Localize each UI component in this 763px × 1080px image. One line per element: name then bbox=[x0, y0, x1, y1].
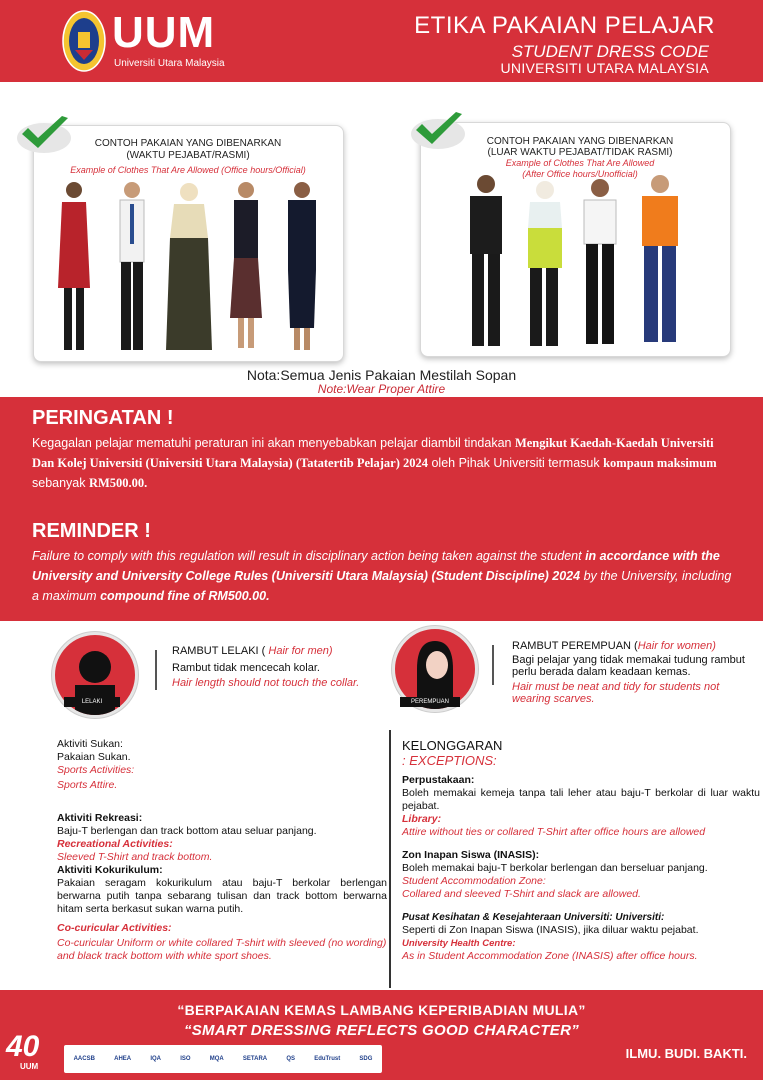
hair-women-title bbox=[512, 640, 716, 652]
library-en: Attire without ties or collared T-Shirt after office hours are allowed bbox=[402, 826, 706, 838]
note-ms: Nota:Semua Jenis Pakaian Mestilah Sopan bbox=[246, 367, 517, 383]
partner-logo: SETARA bbox=[242, 1056, 268, 1062]
activities-column bbox=[57, 738, 387, 963]
bracket-line bbox=[155, 650, 167, 690]
health-title: Pusat Kesihatan & Kesejahteraan Universiti: Universiti: bbox=[402, 912, 665, 923]
hair-men-title-ms: RAMBUT LELAKI ( bbox=[172, 645, 266, 657]
unofficial-caption-en-1: Example of Clothes That Are Allowed bbox=[505, 158, 655, 168]
sports-en: Sports Attire. bbox=[57, 779, 118, 791]
partner-logo: SDG bbox=[359, 1056, 373, 1062]
hair-women-title-ms: RAMBUT PEREMPUAN ( bbox=[512, 640, 638, 652]
hair-women-rule-ms: Bagi pelajar yang tidak memakai tudung rambut perlu berada dalam keadaan kemas. bbox=[512, 654, 745, 678]
warning-text-ms-rules: Mengikut Kaedah-Kaedah Universiti Dan Kolej Universiti (Universiti Utara Malaysia) (Tatatertib Pelajar) 2024 bbox=[32, 436, 714, 470]
page-subtitle: STUDENT DRESS CODE bbox=[511, 42, 709, 61]
partner-logo: AHEA bbox=[114, 1056, 132, 1062]
inasis-title: Zon Inapan Siswa (INASIS): bbox=[402, 849, 540, 861]
warning-text-en-rules: in accordance with the University and University College Rules (Universiti Utara Malaysia) (Student Discipline) 2024 bbox=[32, 549, 720, 583]
partner-logo: AACSB bbox=[73, 1056, 95, 1062]
hair-men-title-en: Hair for men) bbox=[268, 645, 333, 657]
sports-en-title: Sports Activities: bbox=[57, 764, 135, 776]
partner-logo: MQA bbox=[209, 1056, 224, 1062]
logo-text: UUM bbox=[112, 8, 216, 57]
partner-logo: IQA bbox=[150, 1056, 161, 1062]
library-title: Perpustakaan: bbox=[402, 774, 475, 786]
official-caption-1: CONTOH PAKAIAN YANG DIBENARKAN bbox=[94, 138, 282, 149]
sports-ms: Pakaian Sukan. bbox=[57, 751, 131, 763]
hair-men-title bbox=[172, 645, 333, 657]
official-caption-en: Example of Clothes That Are Allowed (Office hours/Official) bbox=[70, 165, 306, 175]
official-caption-2: (WAKTU PEJABAT/RASMI) bbox=[126, 150, 250, 161]
slogan-en: “SMART DRESSING REFLECTS GOOD CHARACTER” bbox=[183, 1022, 580, 1039]
column-divider bbox=[389, 730, 391, 988]
health-ms: Seperti di Zon Inapan Siswa (INASIS), jika diluar waktu pejabat. bbox=[402, 924, 699, 936]
partner-logo: EduTrust bbox=[314, 1056, 341, 1062]
warning-text-ms-compound: kompaun maksimum bbox=[603, 456, 717, 470]
partner-logo: QS bbox=[286, 1056, 295, 1062]
warning-text-en-1: Failure to comply with this regulation will result in disciplinary action being taken against the student bbox=[32, 549, 586, 563]
library-ms: Boleh memakai kemeja tanpa tali leher atau baju-T berkolar di luar waktu pejabat. bbox=[402, 787, 760, 812]
exceptions-title-ms: KELONGGARAN bbox=[402, 738, 503, 753]
logo-subtitle: Universiti Utara Malaysia bbox=[114, 58, 225, 69]
inasis-ms: Boleh memakai baju-T berkolar berlengan dan berseluar panjang. bbox=[402, 862, 708, 874]
inasis-en-title: Student Accommodation Zone: bbox=[402, 875, 546, 887]
anniversary-logo: 40 bbox=[6, 1030, 40, 1063]
hair-women-title-en: Hair for women) bbox=[637, 640, 716, 652]
bracket-line bbox=[492, 645, 504, 685]
warning-text-en bbox=[32, 546, 737, 606]
page-title: ETIKA PAKAIAN PELAJAR bbox=[414, 12, 715, 39]
rec-en: Sleeved T-Shirt and track bottom. bbox=[57, 851, 213, 863]
unofficial-attire-people-image bbox=[448, 172, 698, 352]
cocu-ms: Pakaian seragam kokurikulum atau baju-T berkolar berlengan berwarna putih tanpa sebarang tulisan dan track bottom berwarna hitam serta berkasut sukan warna putih. bbox=[57, 877, 387, 915]
health-en: As in Student Accommodation Zone (INASIS) after office hours. bbox=[402, 950, 698, 962]
motto: ILMU. BUDI. BAKTI. bbox=[625, 1046, 747, 1061]
library-en-title: Library: bbox=[402, 813, 442, 825]
anniversary-sub: UUM bbox=[20, 1062, 39, 1071]
note-en: Note:Wear Proper Attire bbox=[317, 382, 446, 396]
exceptions-column bbox=[402, 738, 760, 963]
accreditation-logos bbox=[64, 1045, 382, 1073]
health-en-title: University Health Centre: bbox=[402, 938, 516, 949]
warning-text-ms-1: Kegagalan pelajar mematuhi peraturan ini akan menyebabkan pelajar diambil tindakan bbox=[32, 436, 515, 450]
unofficial-caption-2: (LUAR WAKTU PEJABAT/TIDAK RASMI) bbox=[487, 147, 673, 158]
cocu-en-title: Co-curicular Activities: bbox=[57, 922, 172, 934]
hair-men-rule-ms: Rambut tidak mencecah kolar. bbox=[172, 662, 320, 674]
warning-title-ms: PERINGATAN ! bbox=[32, 407, 174, 429]
warning-text-en-fine: compound fine of RM500.00. bbox=[100, 589, 270, 603]
rec-en-title: Recreational Activities: bbox=[57, 838, 173, 850]
partner-logo: ISO bbox=[180, 1056, 191, 1062]
rec-ms: Baju-T berlengan dan track bottom atau seluar panjang. bbox=[57, 825, 317, 837]
cocu-title: Aktiviti Kokurikulum: bbox=[57, 864, 163, 876]
uum-crest-icon bbox=[62, 10, 106, 72]
unofficial-caption-1: CONTOH PAKAIAN YANG DIBENARKAN bbox=[486, 136, 674, 147]
inasis-en: Collared and sleeved T-Shirt and slack are allowed. bbox=[402, 888, 641, 900]
hair-women-rule-en: Hair must be neat and tidy for students not wearing scarves. bbox=[512, 681, 720, 705]
university-name: UNIVERSITI UTARA MALAYSIA bbox=[500, 60, 709, 76]
exceptions-title-en: : EXCEPTIONS: bbox=[402, 753, 497, 768]
rec-title: Aktiviti Rekreasi: bbox=[57, 812, 143, 824]
female-tag: PEREMPUAN bbox=[400, 697, 460, 707]
male-tag: LELAKI bbox=[64, 697, 120, 707]
warning-text-ms bbox=[32, 433, 737, 493]
unofficial-caption-en-2: (After Office hours/Unofficial) bbox=[522, 169, 638, 179]
official-attire-people-image bbox=[44, 178, 334, 358]
hair-men-rule-en: Hair length should not touch the collar. bbox=[172, 677, 360, 689]
slogan-ms: “BERPAKAIAN KEMAS LAMBANG KEPERIBADIAN MULIA” bbox=[177, 1002, 586, 1018]
cocu-en: Co-curicular Uniform or white collared T-shirt with sleeved (no wording) and black track bottom with white sport shoes. bbox=[57, 937, 387, 962]
warning-text-ms-2: oleh Pihak Universiti termasuk bbox=[428, 456, 604, 470]
warning-text-ms-3: sebanyak bbox=[32, 476, 89, 490]
warning-title-en: REMINDER ! bbox=[32, 520, 151, 542]
warning-text-ms-fine: RM500.00. bbox=[88, 476, 148, 490]
sports-title: Aktiviti Sukan: bbox=[57, 738, 123, 750]
warning-text-en-2: by the University, including a maximum bbox=[32, 569, 732, 603]
